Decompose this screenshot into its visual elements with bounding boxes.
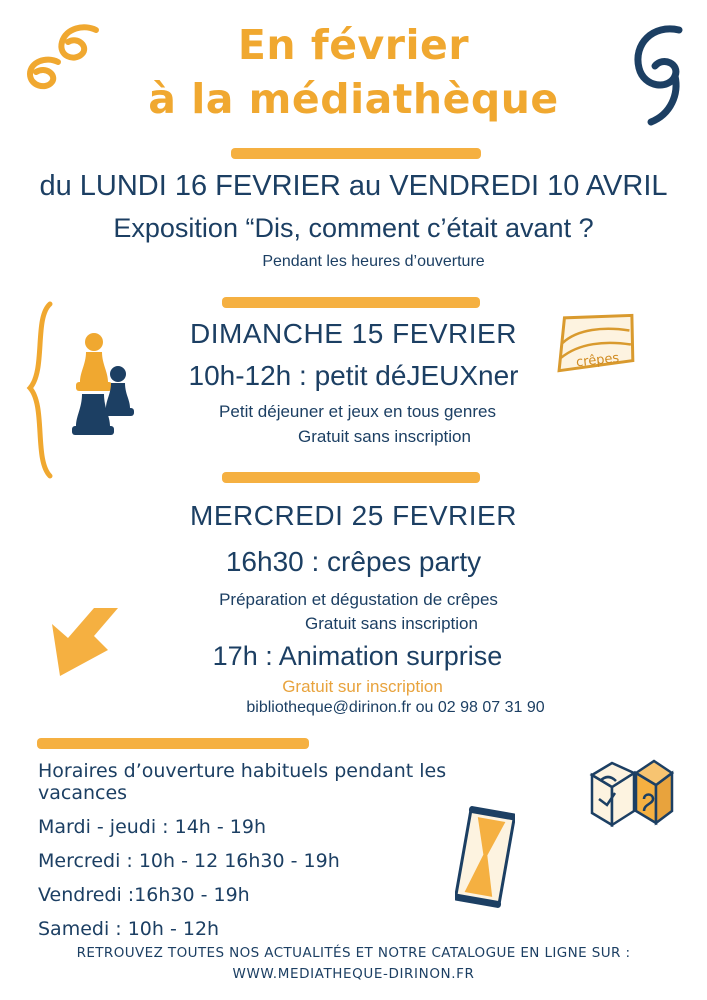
hours-line: Mardi - jeudi : 14h - 19h [38,816,266,838]
event-dimanche-section [0,318,707,447]
game-dice-illustration-icon [578,755,676,838]
event2-detail-1: Préparation et dégustation de crêpes [219,590,498,609]
divider-bar [222,297,480,308]
event2-title-2: 17h : Animation surprise [212,641,503,671]
divider-bar [231,148,481,159]
hourglass-illustration-icon [455,805,515,915]
hours-line: Vendredi :16h30 - 19h [38,884,250,906]
event2-title: 16h30 : crêpes party [225,546,482,577]
poster-title [0,18,707,126]
down-left-arrow-illustration-icon [42,600,134,697]
exposition-name: Exposition “Dis, comment c’était avant ? [113,213,594,243]
title-line-1: En février [237,21,470,69]
divider-bar [222,472,480,483]
poster-footer [0,945,707,982]
opening-hours-section [38,760,508,952]
event1-title: 10h-12h : petit déJEUXner [188,360,519,391]
footer-line-1: RETROUVEZ TOUTES NOS ACTUALITÉS ET NOTRE CATALOGUE EN LIGNE SUR : [76,945,631,961]
exposition-note: Pendant les heures d’ouverture [262,253,485,270]
hours-line: Mercredi : 10h - 12 16h30 - 19h [38,850,340,872]
footer-website[interactable]: WWW.MEDIATHEQUE-DIRINON.FR [232,966,475,982]
event2-detail-2: Gratuit sans inscription [305,614,478,633]
event1-detail-1: Petit déjeuner et jeux en tous genres [219,402,496,421]
title-line-2: à la médiathèque [148,75,559,124]
svg-text:crêpes: crêpes [575,350,620,371]
hours-heading: Horaires d’ouverture habituels pendant les vacances [38,760,447,804]
event1-detail-2: Gratuit sans inscription [298,427,471,446]
event2-detail-3: Gratuit sur inscription [282,677,443,696]
hours-line: Samedi : 10h - 12h [38,918,220,940]
divider-bar [37,738,309,749]
event2-contact[interactable]: bibliotheque@dirinon.fr ou 02 98 07 31 90 [246,699,545,716]
exposition-section [0,170,707,271]
exposition-dates: du LUNDI 16 FEVRIER au VENDREDI 10 AVRIL [39,170,668,202]
event1-date: DIMANCHE 15 FEVRIER [190,318,517,349]
event2-date: MERCREDI 25 FEVRIER [190,500,517,531]
